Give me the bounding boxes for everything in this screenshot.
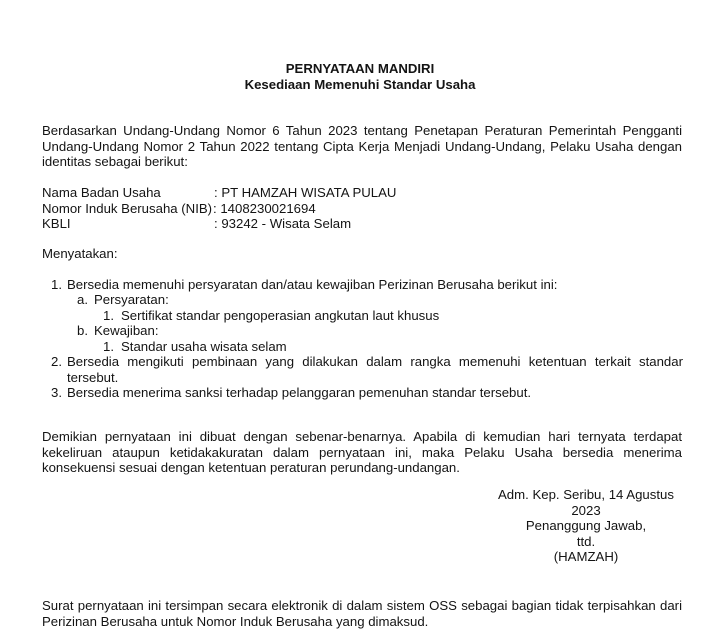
item-a-text: Persyaratan: xyxy=(94,292,169,307)
signature-role: Penanggung Jawab, xyxy=(525,518,647,534)
item-a1-text: Sertifikat standar pengoperasian angkutan laut khusus xyxy=(121,308,440,323)
nama-label: Nama Badan Usaha xyxy=(42,185,161,200)
nib-value: : 1408230021694 xyxy=(213,200,316,216)
signature-name: (HAMZAH) xyxy=(553,549,619,565)
item-b1-number: 1. xyxy=(103,339,114,354)
signature-year: 2023 xyxy=(571,502,601,518)
item-1-text: Bersedia memenuhi persyaratan dan/atau kewajiban Perizinan Berusaha berikut ini: xyxy=(67,277,558,292)
item-2-number: 2. xyxy=(51,354,62,369)
kbli-label: KBLI xyxy=(42,216,71,232)
item-b-text: Kewajiban: xyxy=(94,323,159,338)
item-3-number: 3. xyxy=(51,385,62,400)
signature-block xyxy=(486,487,686,565)
item-2-text: Bersedia mengikuti pembinaan yang dilakukan dalam rangka memenuhi ketentuan terkait standar tersebut. xyxy=(67,354,683,385)
item-a1-number: 1. xyxy=(103,308,114,323)
intro-paragraph: Berdasarkan Undang-Undang Nomor 6 Tahun 2023 tentang Penetapan Peraturan Pemerintah Pengganti Undang-Undang Nomor 2 Tahun 2022 tentang Cipta Kerja Menjadi Undang-Undang, Pelaku Usaha dengan identitas sebagai berikut: xyxy=(42,123,682,170)
nama-value: : PT HAMZAH WISATA PULAU xyxy=(214,185,397,200)
document-title: PERNYATAAN MANDIRI xyxy=(285,61,435,76)
item-b1-text: Standar usaha wisata selam xyxy=(121,339,287,354)
signature-ttd: ttd. xyxy=(576,533,596,549)
closing-paragraph: Demikian pernyataan ini dibuat dengan sebenar-benarnya. Apabila di kemudian hari ternyata terdapat kekeliruan ataupun ketidakakuratan dalam pernyataan ini, maka Pelaku Usaha bersedia menerima konsekuensi sesuai dengan ketentuan peraturan perundang-undangan. xyxy=(42,429,682,476)
item-b-letter: b. xyxy=(77,323,88,338)
item-1-number: 1. xyxy=(51,277,62,292)
nib-label: Nomor Induk Berusaha (NIB) xyxy=(42,200,213,216)
signature-place-date: Adm. Kep. Seribu, 14 Agustus xyxy=(498,487,674,502)
declares-heading: Menyatakan: xyxy=(42,246,118,261)
footer-note: Surat pernyataan ini tersimpan secara elektronik di dalam sistem OSS sebagai bagian tidak terpisahkan dari Perizinan Berusaha untuk Nomor Induk Berusaha yang dimaksud. xyxy=(42,598,682,629)
kbli-value: : 93242 - Wisata Selam xyxy=(214,216,352,232)
document-subtitle: Kesediaan Memenuhi Standar Usaha xyxy=(244,77,476,92)
item-3-text: Bersedia menerima sanksi terhadap pelanggaran pemenuhan standar tersebut. xyxy=(67,385,532,400)
item-a-letter: a. xyxy=(77,292,88,307)
